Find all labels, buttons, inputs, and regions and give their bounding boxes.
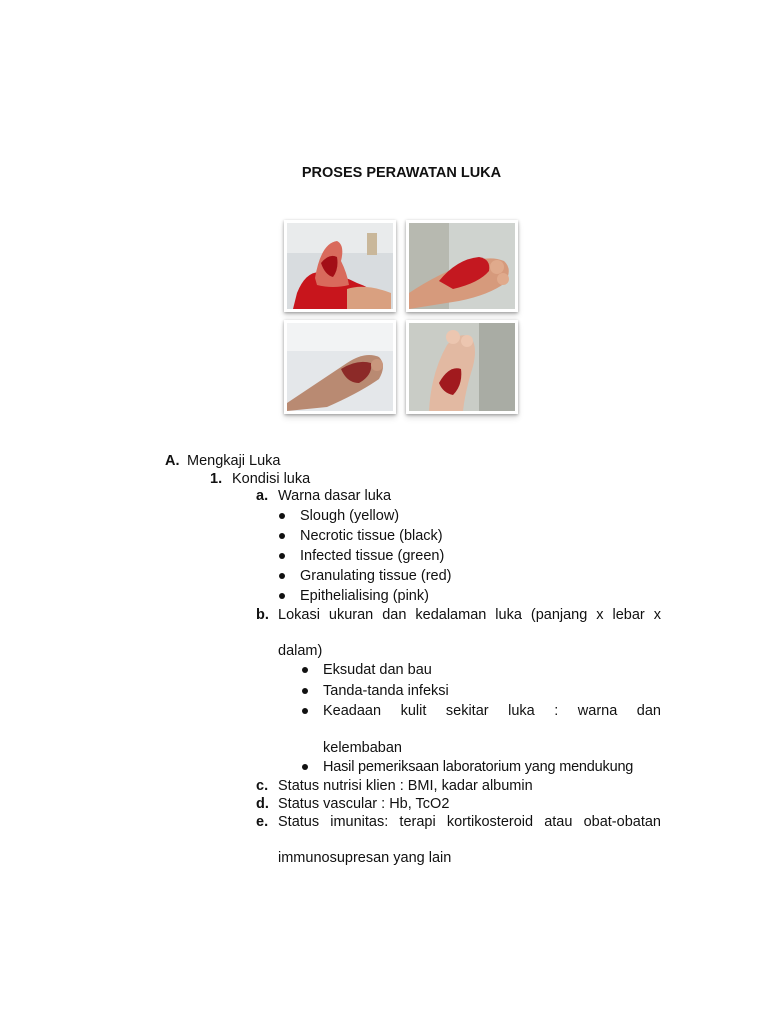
list-item-continuation: kelembaban [323,740,402,756]
item-b-marker: b. [256,607,269,623]
list-item: Tanda-tanda infeksi [323,683,449,699]
bullet-icon [302,688,308,694]
list-item: Epithelialising (pink) [300,588,429,604]
list-item: Granulating tissue (red) [300,568,452,584]
item-a-marker: a. [256,488,269,504]
list-item: Eksudat dan bau [323,662,432,678]
item-a-label: Warna dasar luka [278,488,392,504]
item-e-line2: immunosupresan yang lain [278,850,452,866]
wound-photo-icon-1 [287,223,393,309]
item-d-label: Status vascular : Hb, TcO2 [278,796,450,812]
bullet-icon [302,764,308,770]
wound-photo-icon-3 [287,323,393,411]
item-c-marker: c. [256,778,269,794]
wound-photo-1 [284,220,396,312]
section-a-marker: A. [165,453,180,469]
bullet-icon [279,573,285,579]
bullet-icon [279,533,285,539]
bullet-icon [279,513,285,519]
item-e-marker: e. [256,814,269,830]
item-b-line2: dalam) [278,643,323,659]
bullet-icon [279,553,285,559]
wound-photo-3 [284,320,396,414]
page-title: PROSES PERAWATAN LUKA [301,165,502,181]
list-item: Hasil pemeriksaan laboratorium yang mendukung [323,759,634,775]
wound-photo-icon-4 [409,323,515,411]
bullet-icon [302,667,308,673]
item-1-label: Kondisi luka [232,471,311,487]
list-item: Infected tissue (green) [300,548,445,564]
item-c-label: Status nutrisi klien : BMI, kadar albumin [278,778,533,794]
list-item: Slough (yellow) [300,508,400,524]
item-d-marker: d. [256,796,269,812]
wound-photo-2 [406,220,518,312]
bullet-icon [279,593,285,599]
list-item: Keadaan kulit sekitar luka : warna dan [323,703,661,719]
list-item: Necrotic tissue (black) [300,528,443,544]
item-e-line1: Status imunitas: terapi kortikosteroid atau obat-obatan [278,814,661,830]
wound-photo-4 [406,320,518,414]
section-a-label: Mengkaji Luka [187,453,281,469]
item-1-marker: 1. [210,471,223,487]
item-b-line1: Lokasi ukuran dan kedalaman luka (panjang x lebar x [278,607,661,623]
bullet-icon [302,708,308,714]
wound-photo-icon-2 [409,223,515,309]
